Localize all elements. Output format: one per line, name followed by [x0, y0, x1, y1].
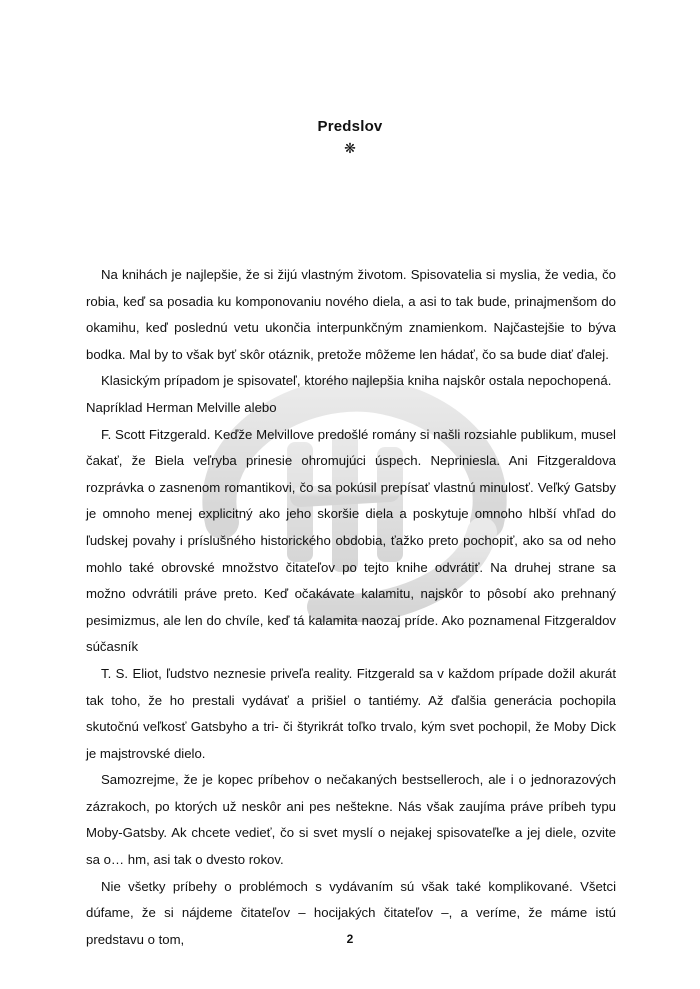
- paragraph: T. S. Eliot, ľudstvo neznesie priveľa reality. Fitzgerald sa v každom prípade dožil akurát tak toho, že ho prestali vydávať a prišiel o tantiémy. Až ďalšia generácia pochopila skutočnú veľkosť Gatsbyho a tri- či štyrikrát toľko trvalo, kým svet pochopil, že Moby Dick je majstrovské dielo.: [86, 665, 616, 761]
- paragraph: Klasickým prípadom je spisovateľ, ktorého najlepšia kniha najskôr ostala nepochopená. Napríklad Herman Melville alebo: [86, 373, 612, 415]
- paragraph: Nie všetky príbehy o problémoch s vydávaním sú však také komplikované. Všetci dúfame, že si nájdeme čitateľov – hocijakých čitateľov –, a veríme, že máme istú predstavu o tom,: [86, 878, 616, 947]
- body-text: [86, 262, 616, 953]
- paragraph: Na knihách je najlepšie, že si žijú vlastným životom. Spisovatelia si myslia, že vedia, čo robia, keď sa posadia ku komponovaniu nového diela, a asi to tak bude, prinajmenšom do okamihu, keď poslednú vetu ukončia interpunkčným znamienkom. Najčastejšie to býva bodka. Mal by to však byť skôr otáznik, pretože môžeme len hádať, čo sa bude diať ďalej.: [86, 267, 616, 362]
- chapter-title: Predslov: [317, 118, 383, 135]
- paragraph: Samozrejme, že je kopec príbehov o nečakaných bestselleroch, ale i o jednorazových zázrakoch, po ktorých už neskôr ani pes neštekne. Nás však zaujíma práve príbeh typu Moby-Gatsby. Ak chcete vedieť, čo si svet myslí o nejakej spisovateľke a jej diele, ozvite sa o… hm, asi tak o dvesto rokov.: [86, 772, 616, 868]
- paragraph: F. Scott Fitzgerald. Keďže Melvillove predošlé romány si našli rozsiahle publikum, musel čakať, že Biela veľryba prinesie ohromujúci úspech. Nepriniesla. Ani Fitzgeraldova rozprávka o zasnenom romantikovi, čo sa pokúsil prepísať vlastnú minulosť. Veľký Gatsby je omnoho menej explicitný ako jeho skoršie diela a poskytuje omnoho hlbší vhľad do ľudskej povahy i príslušného historického obdobia, ťažko preto pochopiť, ako sa od neho mohlo také obrovské množstvo čitateľov po tejto knihe odvrátiť. Na druhej strane sa možno odvrátili práve preto. Keď očakávate kalamitu, najskôr to pôsobí ako prehnaný pesimizmus, ale len do chvíle, keď tá kalamita naozaj príde. Ako poznamenal Fitzgeraldov súčasník: [86, 426, 616, 655]
- ornament-icon: ❋: [344, 140, 356, 156]
- page-number: 2: [346, 932, 354, 946]
